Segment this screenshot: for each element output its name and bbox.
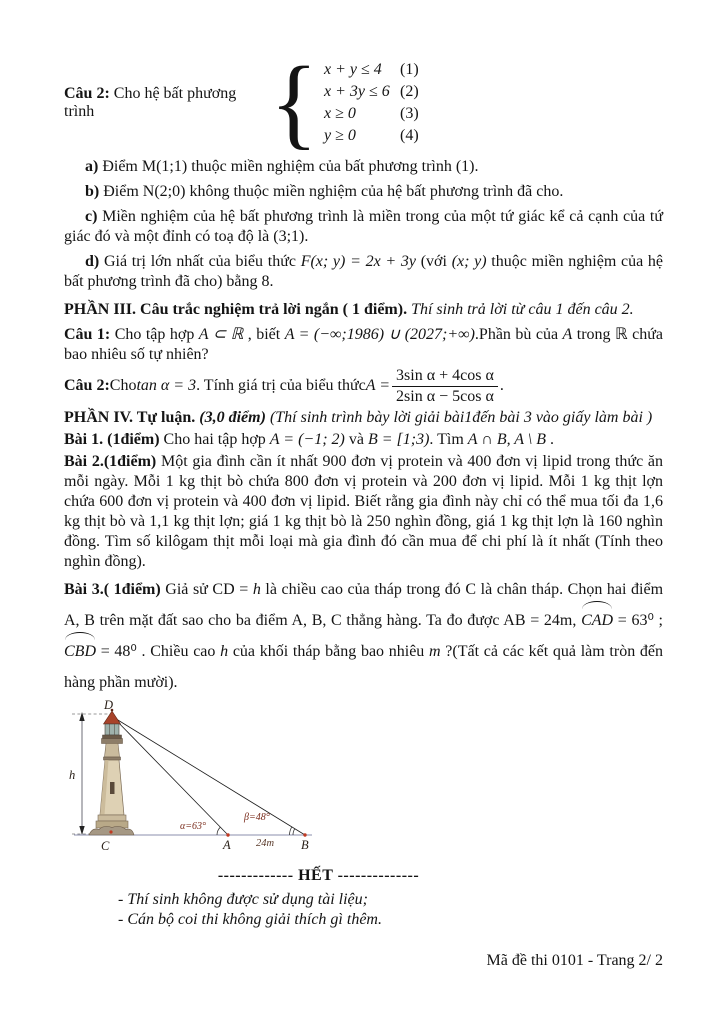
statement-c	[64, 207, 663, 247]
part3-heading-bold: PHẦN III. Câu trắc nghiệm trả lời ngắn ( 1 điểm).	[64, 301, 408, 318]
ex3-angle-cad: CAD	[581, 605, 613, 636]
ex3-text3: = 63⁰ ;	[613, 612, 664, 629]
part3-question2	[64, 366, 663, 406]
angle-arc-alpha	[217, 827, 220, 835]
system-brace: {	[270, 45, 318, 160]
ex1-math3: A ∩ B, A \ B	[467, 431, 547, 448]
exercise-3	[64, 574, 663, 698]
statement-b-label: b)	[85, 183, 100, 200]
label-h: h	[69, 768, 76, 782]
q1-math1: A ⊂ ℝ	[198, 326, 244, 343]
page-footer: Mã đề thi 0101 - Trang 2/ 2	[486, 952, 663, 969]
label-c: C	[101, 839, 110, 853]
lighthouse-base-block	[96, 821, 128, 828]
fraction-denominator: 2sin α − 5cos α	[396, 387, 494, 405]
ex3-math1: h	[252, 581, 261, 598]
lighthouse-drawing	[89, 709, 134, 835]
q2-text1: Cho	[109, 377, 137, 394]
statement-a-text: Điểm M(1;1) thuộc miền nghiệm của bất phương trình (1).	[98, 158, 479, 175]
q2-label: Câu 2:	[64, 377, 110, 394]
part3-heading-italic: Thí sinh trả lời từ câu 1 đến câu 2.	[407, 301, 634, 318]
ex2-label: Bài 2.(1điểm)	[64, 453, 157, 470]
inequality-4-number: (4)	[400, 127, 419, 144]
ex1-math2: B = [1;3)	[367, 431, 430, 448]
q1-text4: trong ℝ chứa bao nhiêu số tự nhiên?	[64, 326, 664, 363]
part4-heading-italic: (Thí sinh trình bày lời giải bài1đến bài 3 vào giấy làm bài )	[269, 409, 653, 426]
ex3-text4: = 48⁰ . Chiều cao	[96, 643, 221, 660]
ex3-angle-cbd: CBD	[64, 636, 96, 667]
part4-heading-bolditalic: (3,0 điểm)	[199, 409, 270, 426]
arrow-up-icon	[79, 712, 84, 721]
label-d: D	[104, 698, 114, 712]
angle-arc-beta-inner	[293, 829, 295, 835]
label-a: A	[223, 838, 231, 852]
inequality-3: x ≥ 0	[324, 105, 356, 122]
ex1-text4: .	[546, 431, 555, 448]
q2-math1: tan α = 3	[136, 377, 197, 394]
system-intro	[64, 85, 270, 121]
note-1: - Thí sinh không được sử dụng tài liệu;	[118, 891, 368, 908]
lighthouse-door	[110, 782, 115, 794]
inequality-3-number: (3)	[400, 105, 419, 122]
end-marker: ------------- HẾT --------------	[217, 867, 420, 884]
system-block	[64, 45, 663, 160]
lighthouse-base-band	[98, 815, 126, 821]
sight-line-da	[113, 717, 228, 835]
sight-line-db	[113, 717, 305, 835]
q1-math2: A = (−∞;1986) ∪ (2027;+∞)	[284, 326, 475, 343]
inequality-2-number: (2)	[400, 83, 419, 100]
part3-question1	[64, 325, 663, 365]
inequality-list	[324, 59, 419, 147]
statement-b-text: Điểm N(2;0) không thuộc miền nghiệm của hệ bất phương trình đã cho.	[99, 183, 564, 200]
lighthouse-roof	[104, 711, 121, 724]
point-b-dot	[303, 833, 306, 836]
inequality-1: x + y ≤ 4	[324, 61, 382, 78]
q1-text1: Cho tập hợp	[110, 326, 199, 343]
part4-heading	[64, 408, 663, 428]
cau2-intro-text: Cho hệ bất phương trình	[64, 85, 237, 120]
lighthouse-lantern	[105, 724, 119, 735]
q1-math3: A	[562, 326, 573, 343]
statement-c-label: c)	[85, 208, 98, 225]
q1-text3: .Phần bù của	[474, 326, 563, 343]
lighthouse-band	[104, 757, 121, 760]
statement-d	[64, 252, 663, 292]
statement-a	[64, 157, 663, 177]
ex1-text1: Cho hai tập hợp	[159, 431, 270, 448]
ex3-math3: m	[429, 643, 441, 660]
ex1-math1: A = (−1; 2)	[269, 431, 345, 448]
ex3-math2: h	[220, 643, 229, 660]
statement-d-text2: (với	[416, 253, 452, 270]
q2-text2: . Tính giá trị của biểu thức	[196, 377, 366, 394]
q2-math2: A =	[365, 377, 391, 394]
inequality-1-number: (1)	[400, 61, 419, 78]
lighthouse-upper-drum	[105, 744, 120, 758]
label-alpha: α=63°	[180, 821, 206, 832]
statement-b	[64, 182, 663, 202]
q1-text2: , biết	[243, 326, 285, 343]
fraction-numerator: 3sin α + 4cos α	[392, 367, 498, 387]
exercise-2	[64, 452, 663, 572]
label-24m: 24m	[256, 838, 275, 849]
cau2-label: Câu 2:	[64, 85, 110, 102]
point-c-dot	[109, 830, 112, 833]
inequality-4: y ≥ 0	[324, 127, 356, 144]
q2-text3: .	[499, 377, 504, 394]
statement-a-label: a)	[85, 158, 99, 175]
ex1-label: Bài 1. (1điểm)	[64, 431, 160, 448]
label-b: B	[301, 838, 309, 852]
ex3-text2: là chiều cao của tháp trong đó C là chân tháp. Chọn hai điểm A, B trên mặt đất sao cho ba điểm A, B, C thẳng hàng. Ta đo được AB = 24m,	[64, 581, 664, 629]
lighthouse-gallery	[102, 739, 123, 744]
statement-c-text: Miền nghiệm của hệ bất phương trình là miền trong của một tứ giác kể cả cạnh của tứ giác đó và một đỉnh có toạ độ là (3;1).	[64, 208, 663, 245]
ex1-text2: và	[344, 431, 368, 448]
fraction	[392, 367, 498, 406]
ex1-text3: . Tìm	[429, 431, 468, 448]
statement-d-math1: F(x; y) = 2x + 3y	[300, 253, 417, 270]
closing-notes	[118, 890, 663, 930]
lighthouse-figure	[64, 698, 663, 858]
statement-d-math2: (x; y)	[451, 253, 487, 270]
part4-heading-bold: PHẦN IV. Tự luận.	[64, 409, 200, 426]
part3-heading	[64, 300, 663, 320]
angle-arc-beta-outer	[290, 827, 292, 835]
ex3-text6: ?(Tất cả các kết quả làm tròn đến hàng phần mười).	[64, 643, 664, 691]
ex3-text1: Giả sử CD =	[160, 581, 253, 598]
statement-d-label: d)	[85, 253, 100, 270]
point-a-dot	[226, 833, 229, 836]
exercise-1	[64, 430, 663, 450]
statement-d-text3: thuộc miền nghiệm của hệ bất phương trình đã cho) bằng 8.	[64, 253, 663, 290]
ex3-text5: của khối tháp bằng bao nhiêu	[228, 643, 430, 660]
lighthouse-figure-svg	[64, 698, 334, 858]
note-2: - Cán bộ coi thi không giải thích gì thêm.	[118, 911, 382, 928]
ex3-label: Bài 3.( 1điểm)	[64, 581, 161, 598]
q1-label: Câu 1:	[64, 326, 111, 343]
ex2-text: Một gia đình cần ít nhất 900 đơn vị protein và 400 đơn vị lipid trong thức ăn mỗi ngày. Mỗi 1 kg thịt bò chứa 800 đơn vị protein và 200 đơn vị lipid. Mỗi 1 kg thịt lợn chứa 600 đơn vị protein và 400 đơn vị lipid. Biết rằng gia đình này chỉ có thể mua tối đa 1,6 kg thịt bò và 1,1 kg thịt lợn; giá 1 kg thịt bò là 250 nghìn đồng, giá 1 kg thịt lợn là 160 nghìn đồng. Tìm số kilôgam thịt mỗi loại mà gia đình đó cần mua để chi phí là ít nhất (Tính theo nghìn đồng).	[64, 453, 664, 570]
statement-d-text1: Giá trị lớn nhất của biểu thức	[99, 253, 301, 270]
label-beta: β=48°	[244, 812, 270, 823]
inequality-2: x + 3y ≤ 6	[324, 83, 390, 100]
lighthouse-cornice	[103, 735, 122, 739]
